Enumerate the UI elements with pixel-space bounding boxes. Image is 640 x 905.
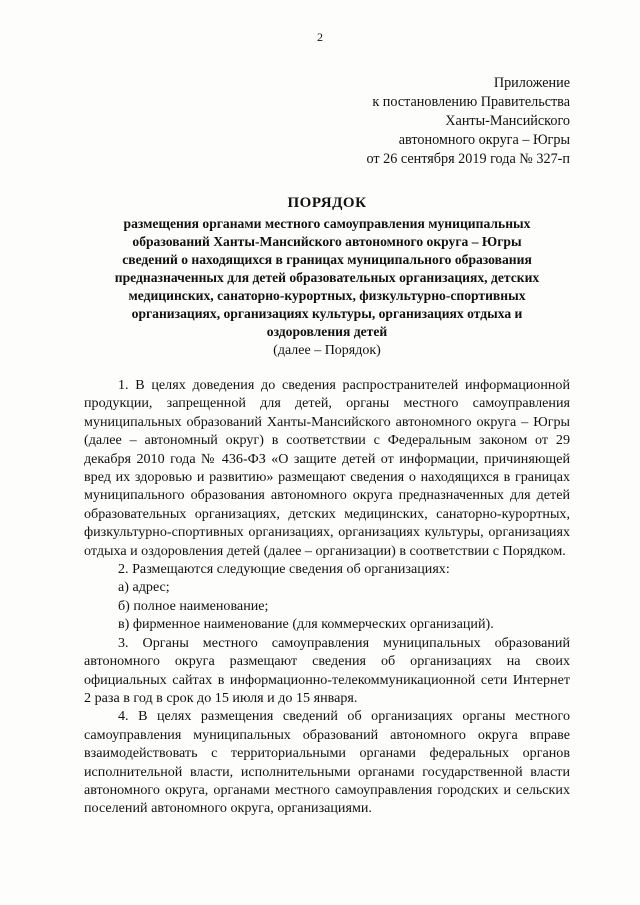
document-title: ПОРЯДОК xyxy=(287,195,367,211)
subtitle-line: образований Ханты-Мансийского автономного округа – Югры xyxy=(132,234,522,249)
appendix-line: автономного округа – Югры xyxy=(398,132,570,148)
appendix-line: Приложение xyxy=(493,75,570,91)
appendix-line: Ханты-Мансийского xyxy=(445,113,570,129)
subtitle-line: организациях, организациях культуры, организациях отдыха и xyxy=(131,306,523,321)
subtitle-line: сведений о находящихся в границах муниципального образования xyxy=(122,252,532,267)
heading-note: (далее – Порядок) xyxy=(273,343,381,358)
paragraph-4: 4. В целях размещения сведений об организациях органы местного самоуправления муниципальных образований автономного округа вправе взаимодействовать с территориальными органами федеральных органов исполнительной власти, исполнительными органами государственной власти автономного округа, органами местного самоуправления городских и сельских поселений автономного округа, организациями. xyxy=(84,708,570,817)
paragraph-1: 1. В целях доведения до сведения распространителей информационной продукции, запрещенной для детей, органы местного самоуправления муниципальных образований Ханты-Мансийского автономного округа – Югры (далее – автономный округ) в соответствии с Федеральным законом от 29 декабря 2010 года № 436-ФЗ «О защите детей от информации, причиняющей вред их здоровью и развитию» размещают сведения о находящихся в границах муниципального образования автономного округа предназначенных для детей образовательных организациях, детских медицинских, санаторно-курортных, физкультурно-спортивных организациях, организациях культуры, организациях отдыха и оздоровления детей (далее – организации) в соответствии с Порядком. xyxy=(84,377,570,559)
list-item-b: б) полное наименование; xyxy=(118,597,269,614)
paragraph-3: 3. Органы местного самоуправления муниципальных образований автономного округа размещают сведения об организациях на своих официальных сайтах в информационно-телекоммуникационной сети Интернет 2 раза в год в срок до 15 июля и до 15 января. xyxy=(84,634,570,706)
subtitle-line: оздоровления детей xyxy=(266,324,388,339)
subtitle-line: медицинских, санаторно-курортных, физкультурно-спортивных xyxy=(128,288,526,303)
appendix-line: к постановлению Правительства xyxy=(372,94,570,110)
appendix-block xyxy=(367,74,571,169)
paragraph-2: 2. Размещаются следующие сведения об организациях: xyxy=(118,561,450,578)
subtitle-line: размещения органами местного самоуправления муниципальных xyxy=(123,216,531,231)
document-body xyxy=(84,376,570,818)
document-heading xyxy=(84,194,570,360)
page-number: 2 xyxy=(317,30,323,44)
list-item-a: а) адрес; xyxy=(118,579,170,596)
appendix-line: от 26 сентября 2019 года № 327-п xyxy=(366,151,570,167)
subtitle-line: предназначенных для детей образовательных организациях, детских xyxy=(114,270,540,285)
list-item-c: в) фирменное наименование (для коммерческих организаций). xyxy=(118,616,494,633)
